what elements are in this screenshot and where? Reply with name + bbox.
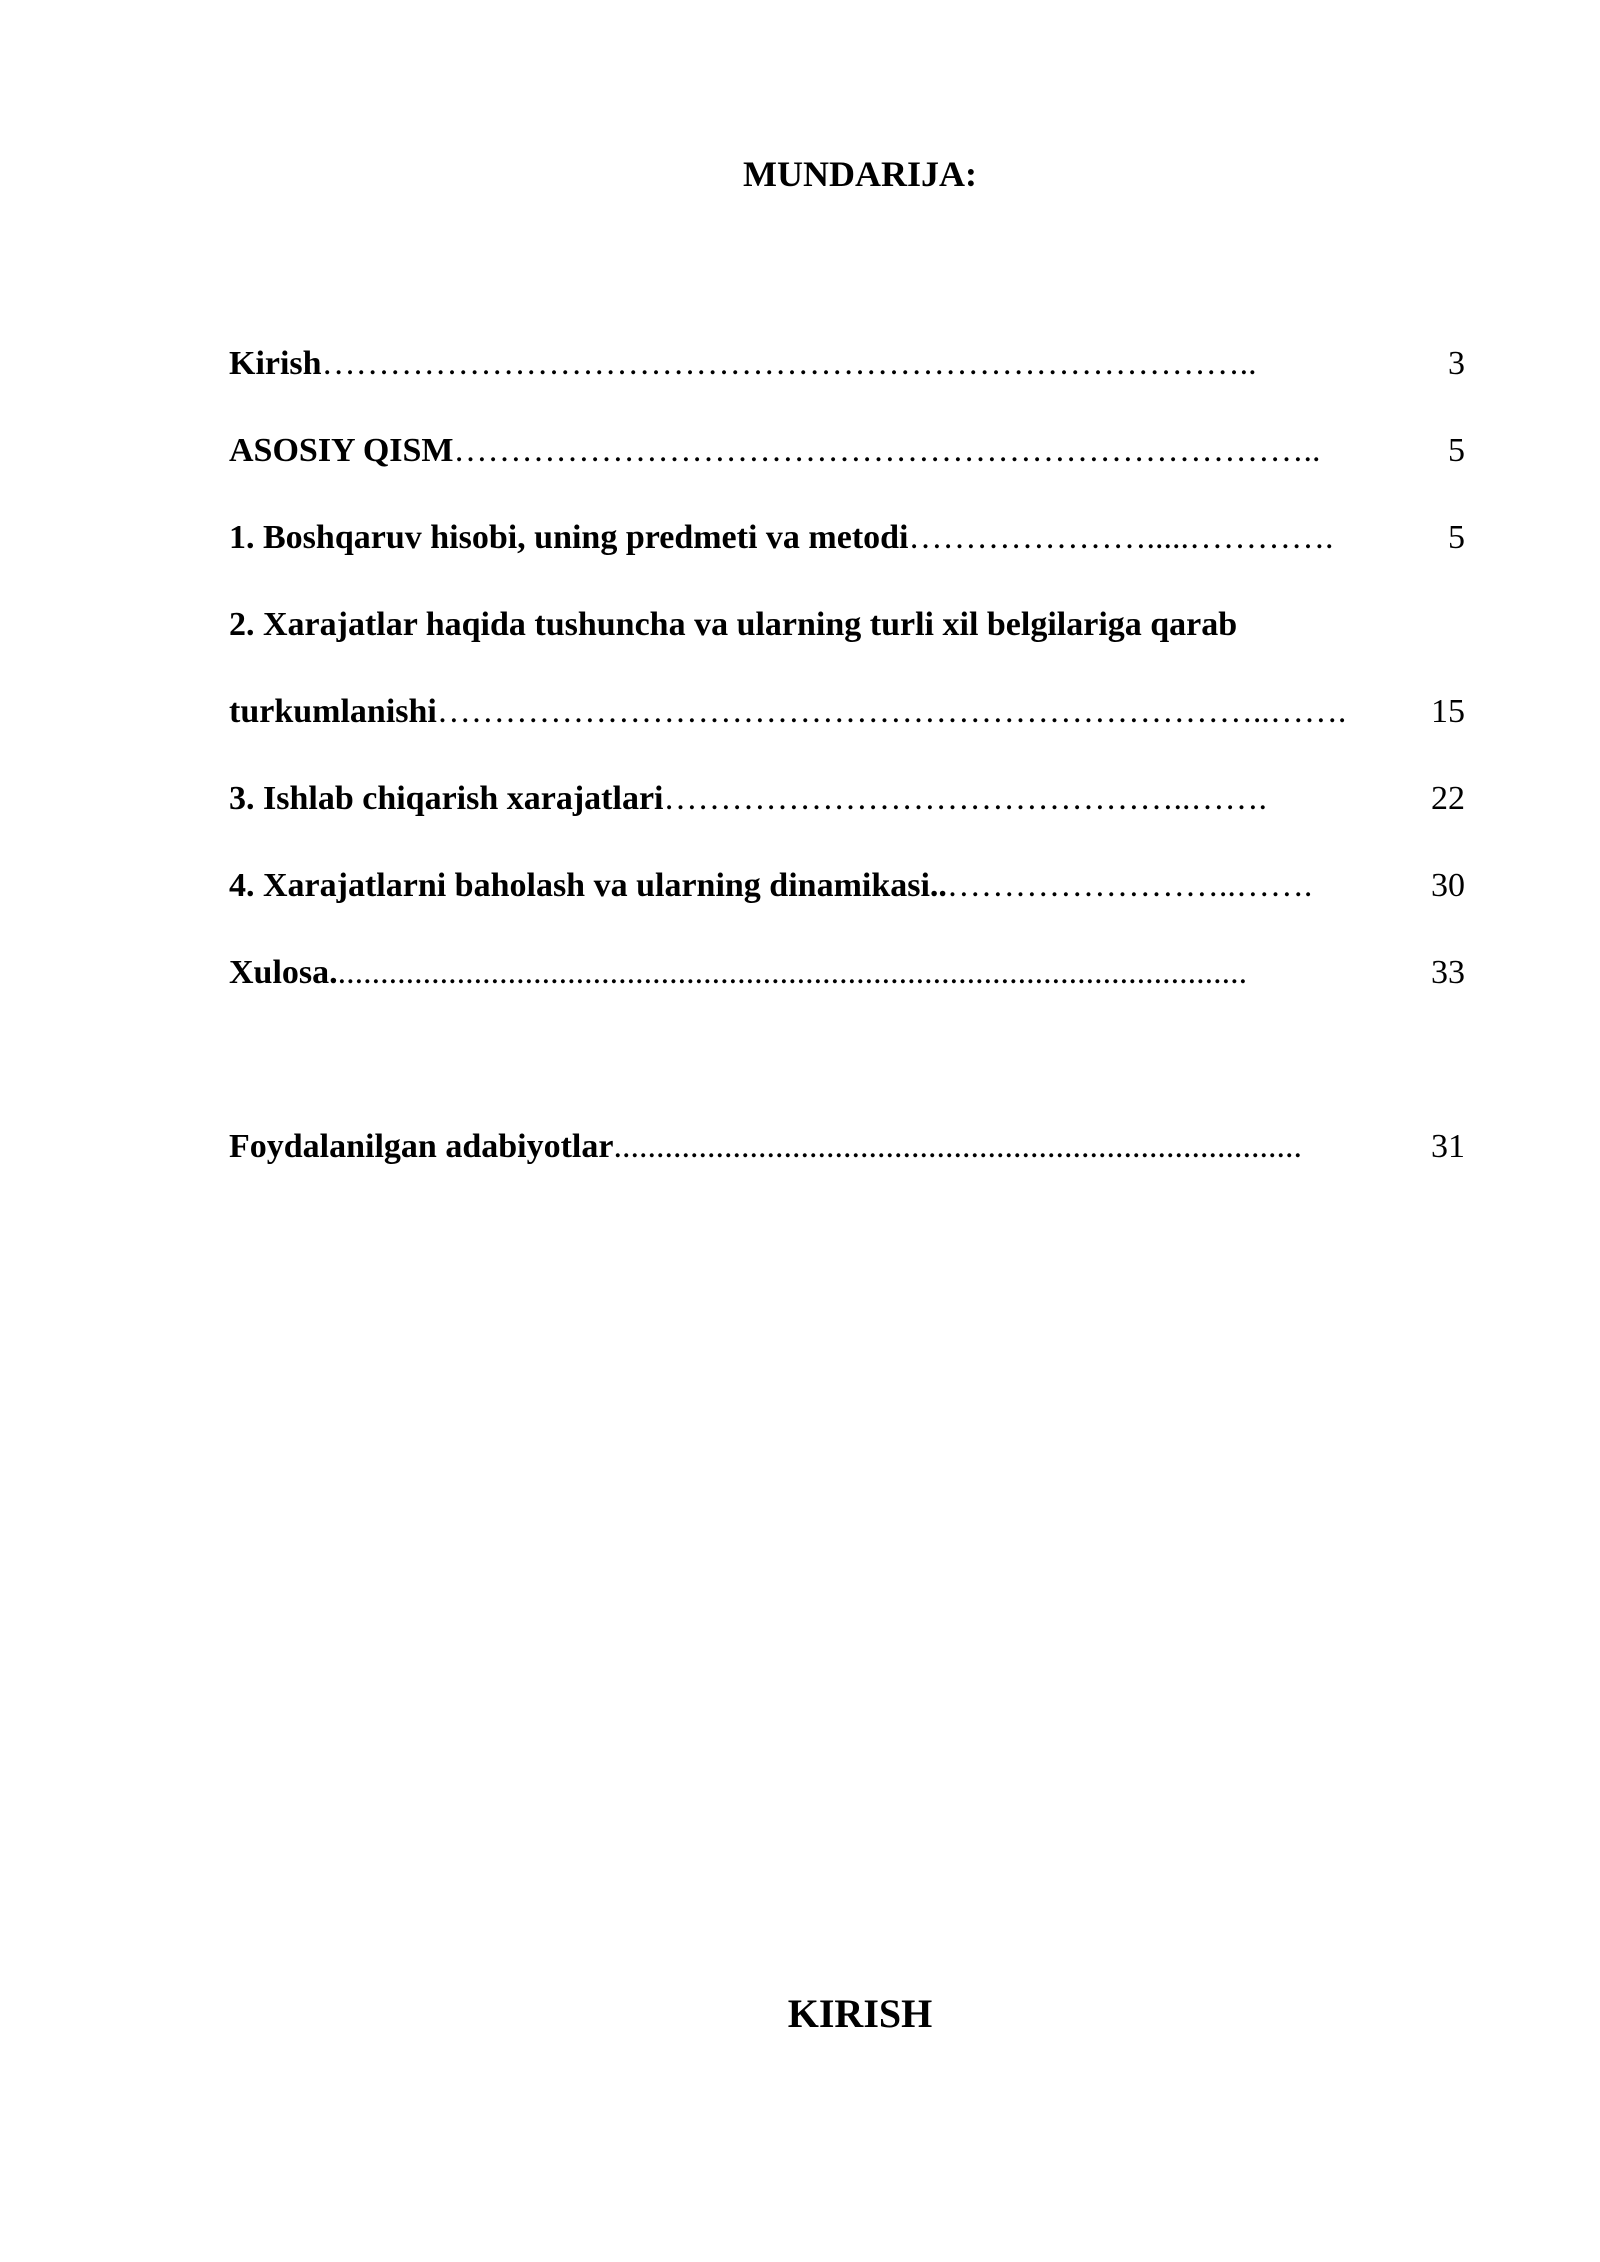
toc-page-number: 30 [1431,866,1465,904]
toc-entry-label: Xulosa. [229,953,338,991]
toc-entry-label: Foydalanilgan adabiyotlar [229,1127,614,1165]
toc-entry-foydalanilgan-adabiyotlar [229,1103,1465,1190]
section-heading: KIRISH [787,1991,933,2036]
toc-entry-label: ASOSIY QISM [229,431,454,469]
toc-entry-xulosa [229,929,1465,1016]
toc-leader: ……………………..……. [946,866,1313,904]
toc-leader: ........................................................................................................... [337,953,1248,991]
toc-page-number: 31 [1431,1127,1465,1165]
toc-leader: ……………………………………………………………………….. [321,344,1257,382]
toc-entry-label: turkumlanishi [229,692,437,730]
toc-entry-label: Kirish [229,344,322,382]
toc-leader: ………………………………………………………………….. [453,431,1321,469]
toc-entry-label: 2. Xarajatlar haqida tushuncha va ularning turli xil belgilariga qarab [229,605,1238,643]
toc-page-number: 3 [1448,344,1465,382]
toc-page-number: 15 [1431,692,1465,730]
toc-leader: ………………………………………..……. [663,779,1267,817]
toc-page-number: 33 [1431,953,1465,991]
toc-entry-2-line-2 [229,668,1465,755]
toc-leader: ………………….....…………. [908,518,1334,556]
toc-entry-4 [229,842,1465,929]
toc-page-number: 22 [1431,779,1465,817]
toc-entry-1 [229,494,1465,581]
toc-entry-label: 3. Ishlab chiqarish xarajatlari [229,779,664,817]
toc-leader: ………………………………………………………………..……. [436,692,1347,730]
toc-entry-asosiy-qism [229,407,1465,494]
toc-entry-label: 1. Boshqaruv hisobi, uning predmeti va metodi [229,518,909,556]
toc-title: MUNDARIJA: [743,154,977,194]
table-of-contents [229,320,1465,1190]
toc-entry-kirish [229,320,1465,407]
toc-entry-label: 4. Xarajatlarni baholash va ularning dinamikasi.. [229,866,947,904]
toc-page-number: 5 [1448,518,1465,556]
toc-entry-3 [229,755,1465,842]
toc-page-number: 5 [1448,431,1465,469]
toc-entry-2-line-1 [229,581,1465,668]
toc-leader: ................................................................................. [613,1127,1302,1165]
